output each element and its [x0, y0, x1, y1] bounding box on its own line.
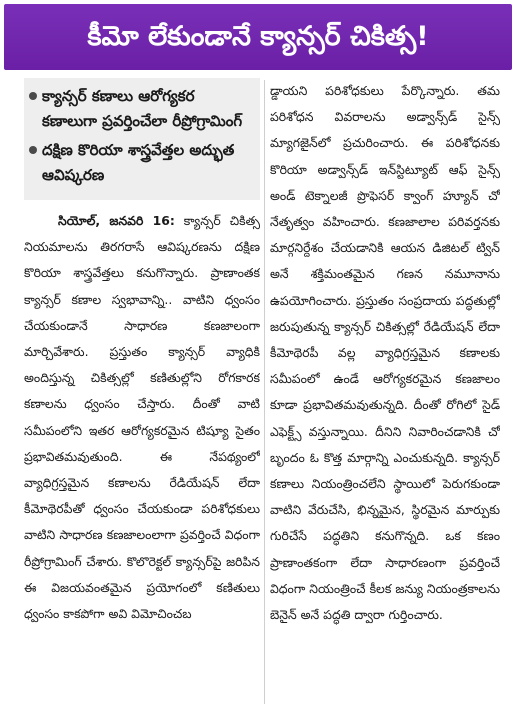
column-divider [264, 80, 265, 704]
highlight-item [42, 138, 254, 188]
headline: కీమో లేకుండానే క్యాన్సర్ చికిత్స! [87, 21, 429, 53]
article-body-right: డ్డాయని పరిశోధకులు పేర్కొన్నారు. తమ పరిశోధన వివరాలను అడ్వాన్స్‌డ్ సైన్స్ మ్యాగజైన్‌లో ప్రచురించారు. ఈ పరిశోధనకు కొరియా అడ్వాన్స్‌డ్ ఇన్‌స్టిట్యూట్ ఆఫ్ సైన్స్ అండ్ టెక్నాలజీ ప్రొఫెసర్ క్వాంగ్ హ్యూన్ చో నేతృత్వం వహించారు. కణజాలాల పరివర్తనకు మార్గనిర్దేశం చేయడానికి ఆయన డిజిటల్ ట్విన్ అనే శక్తిమంతమైన గణన నమూనాను ఉపయోగించారు. ప్రస్తుతం సంప్రదాయ పద్ధతుల్లో జరుపుతున్న క్యాన్సర్ చికిత్సల్లో రేడియేషన్ లేదా కీమోథెరపీ వల్ల వ్యాధిగ్రస్తమైన కణాలకు సమీపంలో ఉండే ఆరోగ్యకరమైన కణజాలం కూడా ప్రభావితమవుతున్నది. దీంతో రోగిలో సైడ్ ఎఫెక్ట్స్ వస్తున్నాయి. దీనిని నివారించడానికి చో బృందం ఓ కొత్త మార్గాన్ని ఎంచుకున్నది. క్యాన్సర్ కణాలు నియంత్రించలేని స్థాయిలో పెరుగకుండా వాటిని వేరుచేసి, భిన్నమైన, స్థిరమైన మార్పుకు గురిచేసే పద్ధతిని కనుగొన్నది. ఒక కణం ప్రాణాంతకంగా లేదా సాధారణంగా ప్రవర్తించే విధంగా నియంత్రించే కీలక జన్యు నియంత్రకాలను బెనైన్ అనే పద్ధతి ద్వారా గుర్తించారు. [270, 83, 500, 623]
left-column [24, 78, 260, 706]
highlight-text: దక్షిణ కొరియా శాస్త్రవేత్తల అద్భుత ఆవిష్కరణ [42, 141, 235, 184]
dateline: సియోల్, జనవరి 16: [58, 213, 175, 228]
bullet-icon [29, 92, 37, 100]
highlight-text: క్యాన్సర్ కణాలు ఆరోగ్యకర కణాలుగా ప్రవర్తించేలా రీప్రోగ్రామింగ్ [42, 87, 243, 130]
bullet-icon [29, 146, 37, 154]
headline-banner [4, 4, 512, 70]
article-text-left: క్యాన్సర్ చికిత్స నియమాలను తిరగరాసే ఆవిష్కరణను దక్షిణ కొరియా శాస్త్రవేత్తలు కనుగొన్నారు. ప్రాణాంతక క్యాన్సర్ కణాల స్వభావాన్ని.. వాటిని ధ్వంసం చేయకుండానే సాధారణ కణజాలంగా మార్చివేశారు. ప్రస్తుతం క్యాన్సర్ వ్యాధికి అందిస్తున్న చికిత్సల్లో కణితుల్లోని రోగకారక కణాలను ధ్వంసం చేస్తారు. దీంతో వాటి సమీపంలోని ఇతర ఆరోగ్యకరమైన టిష్యూ సైతం ప్రభావితమవుతుంది. ఈ నేపథ్యంలో వ్యాధిగ్రస్తమైన కణాలను రేడియేషన్ లేదా కీమోథెరపీతో ధ్వంసం చేయకుండా పరిశోధకులు వాటిని సాధారణ కణజాలంలాగా ప్రవర్తించే విధంగా రీప్రోగ్రామింగ్ చేశారు. కొలొరెక్టల్ క్యాన్సర్‌పై జరిపిన ఈ విజయవంతమైన ప్రయోగంలో కణితులు ధ్వంసం కాకపోగా అవి విమోచించబ [24, 213, 260, 622]
highlight-item [42, 84, 254, 134]
highlights-box [24, 78, 260, 200]
article-body-left [24, 208, 260, 627]
right-column [270, 78, 500, 706]
